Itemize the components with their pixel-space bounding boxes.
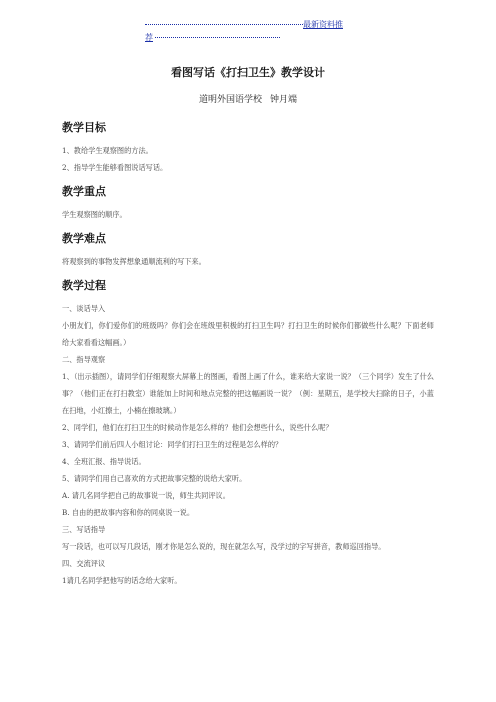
paragraph: 写一段话，也可以写几段话，刚才你是怎么说的，现在就怎么写，没学过的字写拼音，教师巡回指导。 (62, 542, 386, 551)
paragraph: B. 自由的把故事内容和你的同桌说一说。 (62, 508, 195, 517)
header-link[interactable] (145, 18, 370, 44)
author-school: 道明外国语学校 (198, 95, 262, 105)
paragraph: 4、全班汇报、指导说话。 (62, 457, 146, 466)
paragraph: 1、教给学生观察图的方法。 (62, 146, 153, 155)
section-heading: 教学重点 (62, 185, 106, 198)
document-body (62, 120, 434, 597)
paragraph: 5、请同学们用自己喜欢的方式把故事完整的说给大家听。 (62, 474, 247, 483)
section-heading: 教学过程 (62, 279, 106, 292)
paragraph: 2、同学们，他们在打扫卫生的时候动作是怎么样的？他们会想些什么，说些什么呢？ (62, 423, 333, 432)
paragraph: 将观察到的事物发挥想象通顺流利的写下来。 (62, 257, 206, 266)
paragraph: A. 请几名同学把自己的故事说一说，师生共同评议。 (62, 491, 230, 500)
page-title: 看图写话《打扫卫生》教学设计 (171, 66, 325, 79)
paragraph: 1、（出示插图），请同学们仔细观察大屏幕上的图画，看图上画了什么，谁来给大家说一说？（三个同学）发生了什么事？（他们正在打扫教室）谁能加上时间和地点完整的把这幅画说一说？（例：星期五，是学校大扫除的日子，小蓝在扫地，小红擦土，小楠在擦玻璃。） (62, 372, 434, 415)
paragraph: 三、写话指导 (62, 525, 106, 534)
section-process (62, 278, 434, 589)
paragraph: 3、请同学们前后四人小组讨论：同学们打扫卫生的过程是怎么样的？ (62, 440, 283, 449)
section-difficulties (62, 231, 434, 270)
paragraph: 2、指导学生能够看图说话写话。 (62, 163, 168, 172)
header-link-text-1[interactable]: 最新资料推 (303, 20, 343, 29)
section-goals (62, 120, 434, 176)
section-heading: 教学目标 (62, 121, 106, 134)
paragraph: 一、谈话导入 (62, 304, 106, 313)
section-key-points (62, 184, 434, 223)
author-name: 钟月端 (270, 95, 298, 105)
section-heading: 教学难点 (62, 232, 106, 245)
dotted-leader (145, 24, 303, 25)
paragraph: 1请几名同学把他写的话念给大家听。 (62, 576, 182, 585)
paragraph: 二、指导观察 (62, 355, 106, 364)
paragraph: 小朋友们，你们爱你们的班级吗？你们会在班级里积极的打扫卫生吗？打扫卫生的时候你们都做些什么呢？下面老师给大家看看这幅画。） (62, 321, 434, 347)
header-link-text-2[interactable]: 荐 (145, 33, 153, 42)
paragraph: 学生观察图的顺序。 (62, 210, 127, 219)
dotted-leader-2 (155, 37, 280, 38)
author-line (0, 92, 496, 105)
paragraph: 四、交流评议 (62, 559, 106, 568)
